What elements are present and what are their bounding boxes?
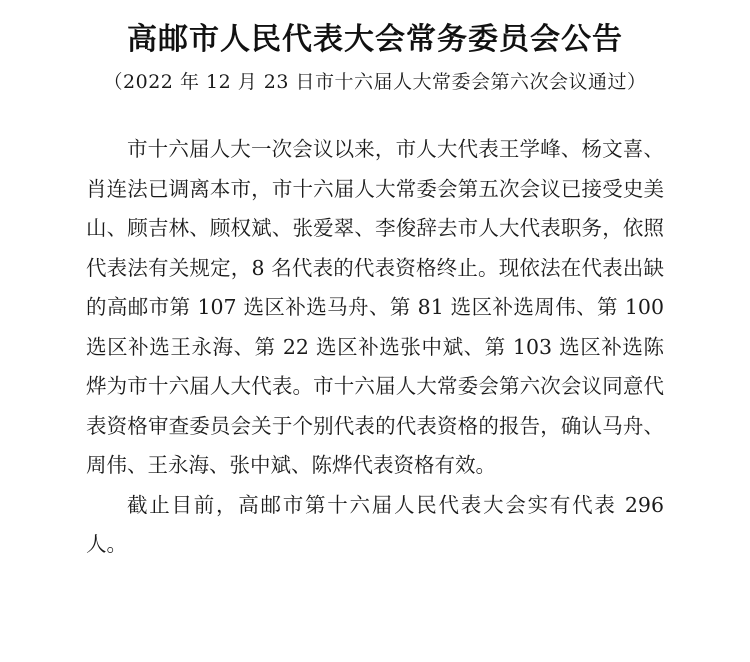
document-title: 高邮市人民代表大会常务委员会公告 (127, 22, 623, 57)
document-body (86, 130, 664, 565)
body-paragraph: 截止目前，高邮市第十六届人民代表大会实有代表 296 人。 (86, 492, 664, 556)
body-paragraph: 市十六届人大一次会议以来，市人大代表王学峰、杨文喜、肖连法已调离本市，市十六届人大常委会第五次会议已接受史美山、顾吉林、顾权斌、张爱翠、李俊辞去市人大代表职务，依照代表法有关规定，8 名代表的代表资格终止。现依法在代表出缺的高邮市第 107 选区补选马舟、第 81 选区补选周伟、第 100 选区补选王永海、第 22 选区补选张中斌、第 103 选区补选陈烨为市十六届人大代表。市十六届人大常委会第六次会议同意代表资格审查委员会关于个别代表的代表资格的报告，确认马舟、周伟、王永海、张中斌、陈烨代表资格有效。 (86, 137, 664, 477)
document-subtitle: （2022 年 12 月 23 日市十六届人大常委会第六次会议通过） (103, 71, 647, 93)
